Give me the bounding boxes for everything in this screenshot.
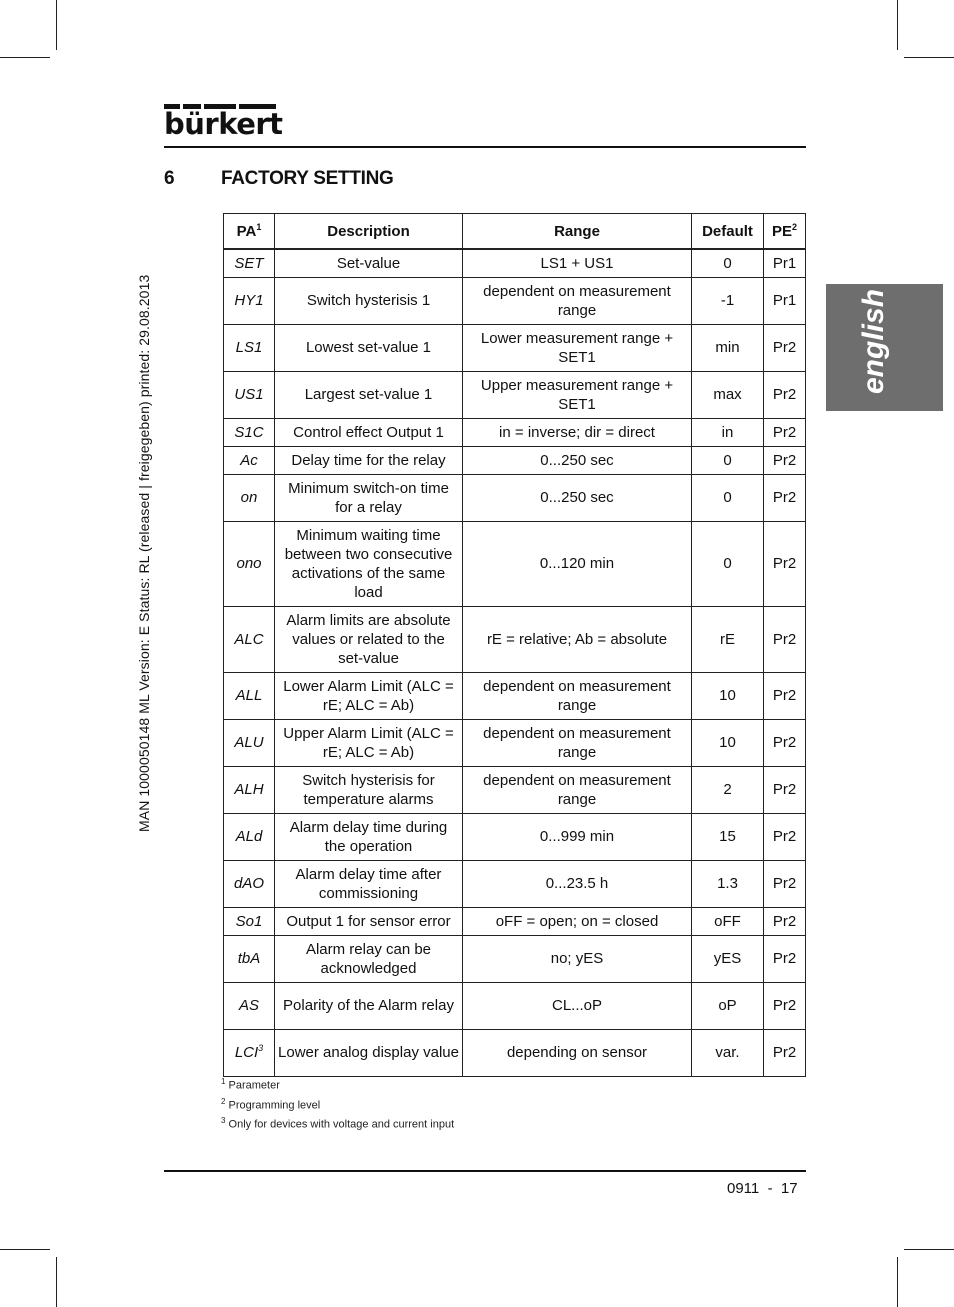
- cell-description: Lowest set-value 1: [275, 324, 463, 371]
- cell-range: depending on sensor: [463, 1029, 692, 1076]
- cell-pe: Pr2: [764, 1029, 806, 1076]
- cell-default: -1: [692, 277, 764, 324]
- cell-pa: US1: [224, 371, 275, 418]
- crop-mark: [0, 57, 50, 58]
- cell-description: Upper Alarm Limit (ALC = rE; ALC = Ab): [275, 719, 463, 766]
- language-tab: [826, 284, 943, 411]
- cell-pe: Pr1: [764, 249, 806, 277]
- language-tab-label: english: [857, 288, 890, 394]
- cell-default: rE: [692, 606, 764, 672]
- cell-pe: Pr2: [764, 766, 806, 813]
- cell-range: no; yES: [463, 935, 692, 982]
- cell-default: 10: [692, 672, 764, 719]
- cell-range: 0...250 sec: [463, 474, 692, 521]
- cell-pa: dAO: [224, 860, 275, 907]
- header-rule: [164, 146, 806, 148]
- table-row: [224, 446, 806, 474]
- cell-pe: Pr2: [764, 813, 806, 860]
- cell-range: 0...999 min: [463, 813, 692, 860]
- table-row: [224, 371, 806, 418]
- cell-pa: S1C: [224, 418, 275, 446]
- footnote: $^2$ Programming level: [221, 1097, 321, 1112]
- crop-mark: [897, 0, 898, 50]
- cell-description: Lower analog display value: [275, 1029, 463, 1076]
- cell-description: Output 1 for sensor error: [275, 907, 463, 935]
- cell-default: 10: [692, 719, 764, 766]
- table-row: [224, 418, 806, 446]
- cell-default: var.: [692, 1029, 764, 1076]
- table-row: [224, 606, 806, 672]
- cell-description: Delay time for the relay: [275, 446, 463, 474]
- cell-pe: Pr2: [764, 418, 806, 446]
- cell-range: Upper measurement range + SET1: [463, 371, 692, 418]
- cell-pe: Pr2: [764, 446, 806, 474]
- cell-pe: Pr2: [764, 860, 806, 907]
- cell-pa: So1: [224, 907, 275, 935]
- cell-description: Set-value: [275, 249, 463, 277]
- crop-mark: [904, 1249, 954, 1250]
- table-row: [224, 982, 806, 1029]
- cell-default: max: [692, 371, 764, 418]
- cell-pa: ono: [224, 521, 275, 606]
- cell-description: Control effect Output 1: [275, 418, 463, 446]
- cell-default: 0: [692, 249, 764, 277]
- cell-pa: on: [224, 474, 275, 521]
- cell-pe: Pr2: [764, 935, 806, 982]
- cell-default: yES: [692, 935, 764, 982]
- cell-default: 1.3: [692, 860, 764, 907]
- factory-settings-table: [223, 213, 806, 1077]
- cell-pe: Pr2: [764, 719, 806, 766]
- table-row: [224, 907, 806, 935]
- footnote: $^1$ Parameter: [221, 1077, 280, 1092]
- cell-range: oFF = open; on = closed: [463, 907, 692, 935]
- cell-range: Lower measurement range + SET1: [463, 324, 692, 371]
- cell-description: Polarity of the Alarm relay: [275, 982, 463, 1029]
- cell-pe: Pr2: [764, 371, 806, 418]
- crop-mark: [56, 0, 57, 50]
- cell-default: 0: [692, 446, 764, 474]
- cell-description: Alarm delay time during the operation: [275, 813, 463, 860]
- cell-default: 0: [692, 474, 764, 521]
- header-pa: $PA^1$: [224, 214, 275, 250]
- cell-pa: ALH: [224, 766, 275, 813]
- cell-description: Switch hysterisis 1: [275, 277, 463, 324]
- cell-range: 0...23.5 h: [463, 860, 692, 907]
- cell-pa: ALU: [224, 719, 275, 766]
- crop-mark: [904, 57, 954, 58]
- cell-description: Minimum waiting time between two consecutive activations of the same load: [275, 521, 463, 606]
- cell-pa: LCI$^3$: [224, 1029, 275, 1076]
- crop-mark: [56, 1257, 57, 1307]
- cell-default: oFF: [692, 907, 764, 935]
- cell-description: Alarm relay can be acknowledged: [275, 935, 463, 982]
- cell-default: 15: [692, 813, 764, 860]
- cell-range: dependent on measurement range: [463, 766, 692, 813]
- table-row: [224, 324, 806, 371]
- cell-pa: tbA: [224, 935, 275, 982]
- cell-default: 2: [692, 766, 764, 813]
- cell-pa: Ac: [224, 446, 275, 474]
- header-description: Description: [275, 214, 463, 250]
- table-row: [224, 277, 806, 324]
- table-row: [224, 672, 806, 719]
- cell-pe: Pr2: [764, 606, 806, 672]
- cell-pa: ALL: [224, 672, 275, 719]
- cell-default: min: [692, 324, 764, 371]
- cell-pe: Pr2: [764, 672, 806, 719]
- cell-default: in: [692, 418, 764, 446]
- crop-mark: [897, 1257, 898, 1307]
- section-title: FACTORY SETTING: [221, 168, 394, 189]
- section-number: 6: [164, 168, 175, 189]
- cell-range: CL...oP: [463, 982, 692, 1029]
- table-row: [224, 719, 806, 766]
- crop-mark: [0, 1249, 50, 1250]
- cell-pe: Pr2: [764, 324, 806, 371]
- cell-description: Alarm limits are absolute values or related to the set-value: [275, 606, 463, 672]
- footer-rule: [164, 1170, 806, 1172]
- header-default: Default: [692, 214, 764, 250]
- cell-pa: ALC: [224, 606, 275, 672]
- cell-description: Minimum switch-on time for a relay: [275, 474, 463, 521]
- cell-pe: Pr2: [764, 907, 806, 935]
- cell-pe: Pr2: [764, 474, 806, 521]
- cell-range: 0...250 sec: [463, 446, 692, 474]
- logo-wordmark: bürkert: [164, 107, 283, 141]
- cell-description: Switch hysterisis for temperature alarms: [275, 766, 463, 813]
- cell-range: in = inverse; dir = direct: [463, 418, 692, 446]
- cell-description: Alarm delay time after commissioning: [275, 860, 463, 907]
- cell-pe: Pr2: [764, 521, 806, 606]
- table-row: [224, 521, 806, 606]
- cell-range: LS1 + US1: [463, 249, 692, 277]
- cell-pa: HY1: [224, 277, 275, 324]
- table-row: [224, 249, 806, 277]
- cell-pe: Pr1: [764, 277, 806, 324]
- table-row: [224, 813, 806, 860]
- table-row: [224, 1029, 806, 1076]
- cell-range: 0...120 min: [463, 521, 692, 606]
- cell-range: dependent on measurement range: [463, 277, 692, 324]
- table-row: [224, 935, 806, 982]
- cell-range: rE = relative; Ab = absolute: [463, 606, 692, 672]
- cell-description: Largest set-value 1: [275, 371, 463, 418]
- header-range: Range: [463, 214, 692, 250]
- cell-default: oP: [692, 982, 764, 1029]
- cell-default: 0: [692, 521, 764, 606]
- cell-pa: LS1: [224, 324, 275, 371]
- cell-range: dependent on measurement range: [463, 672, 692, 719]
- page-number: 0911 - 17: [727, 1180, 798, 1197]
- burkert-logo: [164, 104, 283, 141]
- table-row: [224, 474, 806, 521]
- cell-range: dependent on measurement range: [463, 719, 692, 766]
- table-header-row: [224, 214, 806, 250]
- cell-description: Lower Alarm Limit (ALC = rE; ALC = Ab): [275, 672, 463, 719]
- table-row: [224, 766, 806, 813]
- cell-pa: SET: [224, 249, 275, 277]
- cell-pa: ALd: [224, 813, 275, 860]
- table-row: [224, 860, 806, 907]
- header-pe: $PE^2$: [764, 214, 806, 250]
- cell-pe: Pr2: [764, 982, 806, 1029]
- footnote: $^3$ Only for devices with voltage and current input: [221, 1116, 455, 1131]
- cell-pa: AS: [224, 982, 275, 1029]
- document-meta-sidebar: MAN 1000050148 ML Version: E Status: RL (released | freigegeben) printed: 29.08.2013: [136, 274, 152, 832]
